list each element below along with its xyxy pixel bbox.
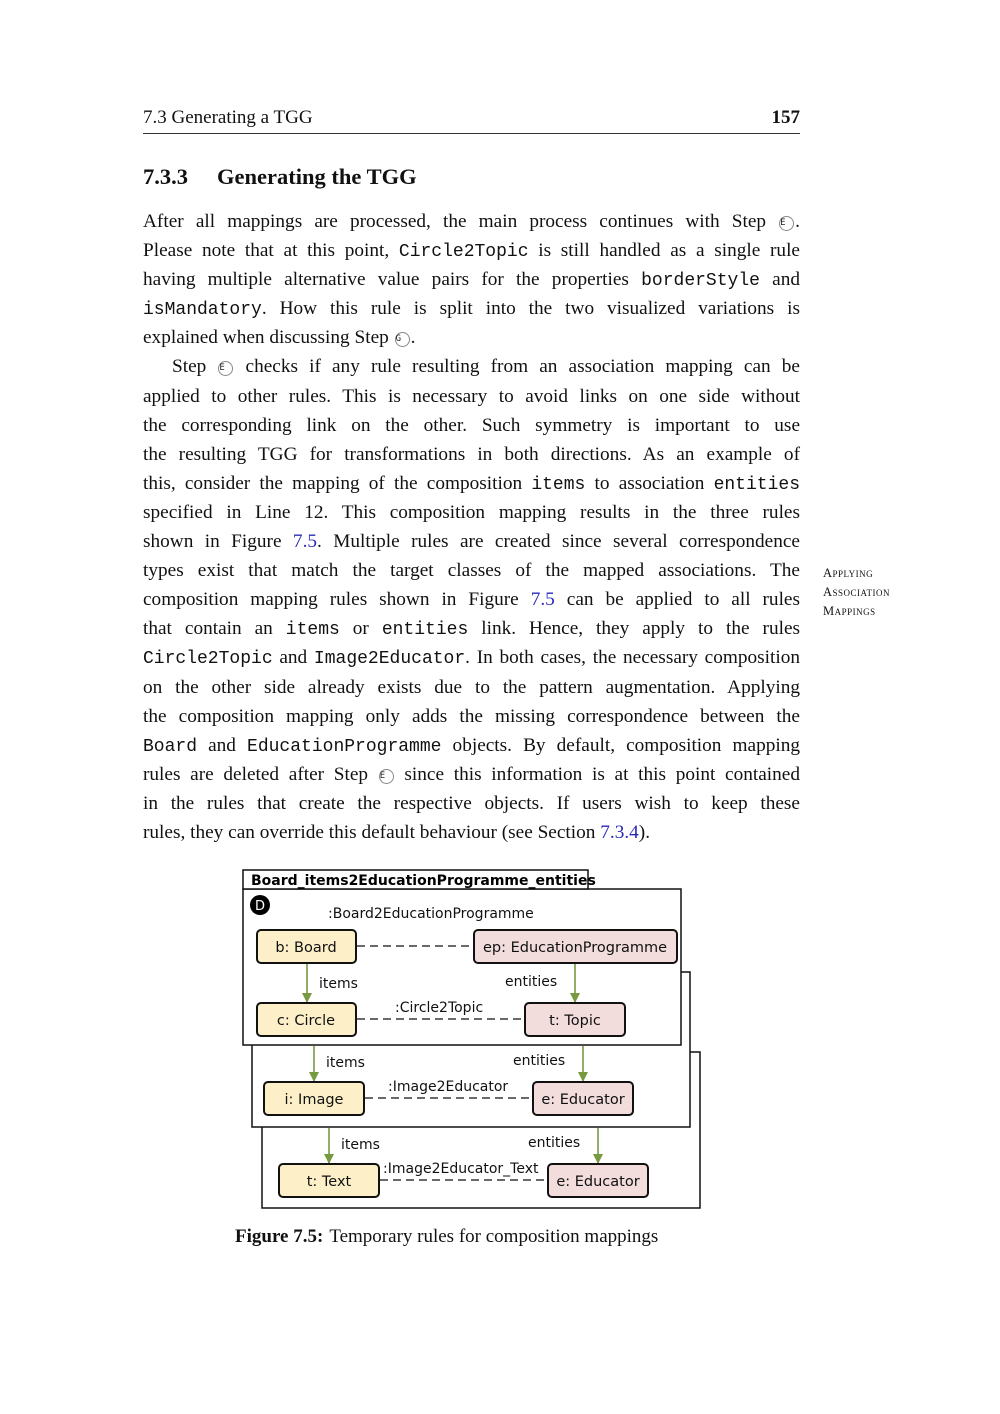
text-run: this, consider the mapping of the composition bbox=[143, 472, 532, 494]
node-label: i: Image bbox=[284, 1092, 344, 1108]
margin-note-line: Mappings bbox=[823, 604, 876, 618]
node-label: t: Topic bbox=[549, 1013, 601, 1029]
text-run: . bbox=[795, 211, 800, 232]
margin-note-line: Association bbox=[823, 585, 891, 599]
section-title: Generating the TGG bbox=[217, 164, 417, 189]
caption-text: Temporary rules for composition mappings bbox=[329, 1226, 659, 1247]
edge-label: entities bbox=[513, 1053, 566, 1069]
text-run: link. Hence, they apply to the rules bbox=[468, 618, 801, 640]
edge-label: items bbox=[326, 1055, 365, 1071]
section-number: 7.3.3 bbox=[143, 164, 188, 189]
step-marker-icon: E bbox=[379, 769, 394, 784]
text-run: since this information is at this point contained bbox=[394, 763, 800, 785]
rule-title: Board_items2EducationProgramme_entities bbox=[251, 873, 596, 889]
node-label: b: Board bbox=[275, 940, 337, 956]
text-run: or bbox=[339, 618, 382, 640]
text-run: ). bbox=[638, 821, 651, 843]
text-run: composition mapping rules shown in Figure bbox=[143, 589, 531, 611]
code-identifier: Board bbox=[143, 736, 198, 757]
margin-note-line: Applying bbox=[823, 566, 874, 580]
corr-label: :Board2EducationProgramme bbox=[328, 906, 534, 922]
page-number: 157 bbox=[771, 107, 800, 128]
code-identifier: Circle2Topic bbox=[398, 242, 529, 263]
code-identifier: isMandatory bbox=[143, 300, 262, 321]
text-run: the resulting TGG for transformations in both directions. As an example of bbox=[143, 443, 800, 465]
node-label: c: Circle bbox=[276, 1013, 336, 1029]
edge-label: entities bbox=[528, 1135, 581, 1151]
code-identifier: items bbox=[285, 620, 340, 641]
code-identifier: EducationProgramme bbox=[247, 736, 442, 757]
cross-reference-link[interactable]: 7.3.4 bbox=[600, 821, 639, 843]
corr-label: :Circle2Topic bbox=[395, 1000, 484, 1016]
code-identifier: Image2Educator bbox=[313, 649, 466, 670]
text-run: types exist that match the target classes of the mapped associations. The bbox=[143, 560, 800, 582]
node-label: e: Educator bbox=[556, 1174, 640, 1190]
text-run: rules, they can override this default behaviour (see Section bbox=[143, 821, 601, 843]
running-header: 7.3 Generating a TGG bbox=[143, 107, 313, 128]
text-run: Please note that at this point, bbox=[143, 240, 399, 262]
text-run: and bbox=[759, 269, 800, 291]
text-run: . Multiple rules are created since several correspondence bbox=[317, 531, 800, 553]
text-run: and bbox=[197, 734, 248, 756]
corr-label: :Image2Educator_Text bbox=[383, 1161, 539, 1177]
text-run: explained when discussing Step bbox=[143, 327, 394, 349]
text-run: on the other side already exists due to the pattern augmentation. Applying bbox=[143, 676, 800, 698]
text-run: checks if any rule resulting from an association mapping can be bbox=[234, 356, 800, 378]
text-run: and bbox=[272, 647, 314, 669]
text-run: is still handled as a single rule bbox=[528, 240, 800, 262]
text-run: can be applied to all rules bbox=[554, 589, 800, 611]
figure-caption bbox=[235, 1226, 658, 1248]
caption-label: Figure 7.5: bbox=[235, 1226, 324, 1247]
step-marker-icon: E bbox=[218, 361, 233, 376]
code-identifier: items bbox=[531, 474, 586, 495]
text-run: that contain an bbox=[143, 618, 286, 640]
text-run: Step bbox=[172, 356, 218, 378]
node-label: e: Educator bbox=[541, 1092, 625, 1108]
edge-label: entities bbox=[505, 974, 558, 990]
edge-label: items bbox=[319, 976, 358, 992]
step-marker-icon: E bbox=[779, 216, 794, 231]
text-run: the composition mapping only adds the missing correspondence between the bbox=[143, 705, 800, 727]
text-run: shown in Figure bbox=[143, 531, 293, 553]
text-run: . In both cases, the necessary composition bbox=[465, 647, 800, 669]
text-run: in the rules that create the respective objects. If users wish to keep these bbox=[143, 792, 800, 814]
text-run: applied to other rules. This is necessary to avoid links on one side without bbox=[143, 385, 800, 407]
text-run: . How this rule is split into the two visualized variations is bbox=[261, 298, 800, 320]
code-identifier: Circle2Topic bbox=[143, 649, 273, 670]
cross-reference-link[interactable]: 7.5 bbox=[292, 531, 318, 553]
text-run: rules are deleted after Step bbox=[143, 763, 378, 785]
edge-label: items bbox=[341, 1137, 380, 1153]
text-run: the corresponding link on the other. Such symmetry is important to use bbox=[143, 414, 800, 436]
text-run: having multiple alternative value pairs for the properties bbox=[143, 269, 642, 291]
corr-label: :Image2Educator bbox=[388, 1079, 509, 1095]
code-identifier: entities bbox=[713, 474, 800, 495]
text-run: objects. By default, composition mapping bbox=[441, 734, 800, 756]
badge-label: D bbox=[254, 899, 266, 914]
step-marker-icon: G bbox=[395, 332, 410, 347]
text-run: to association bbox=[585, 472, 714, 494]
node-label: t: Text bbox=[306, 1174, 352, 1190]
text-run: specified in Line 12. This composition mapping results in the three rules bbox=[143, 501, 800, 523]
code-identifier: borderStyle bbox=[641, 271, 760, 292]
text-run: After all mappings are processed, the main process continues with Step bbox=[143, 211, 779, 232]
text-run: . bbox=[410, 327, 416, 349]
cross-reference-link[interactable]: 7.5 bbox=[530, 589, 555, 611]
node-label: ep: EducationProgramme bbox=[482, 940, 668, 956]
code-identifier: entities bbox=[381, 620, 469, 641]
